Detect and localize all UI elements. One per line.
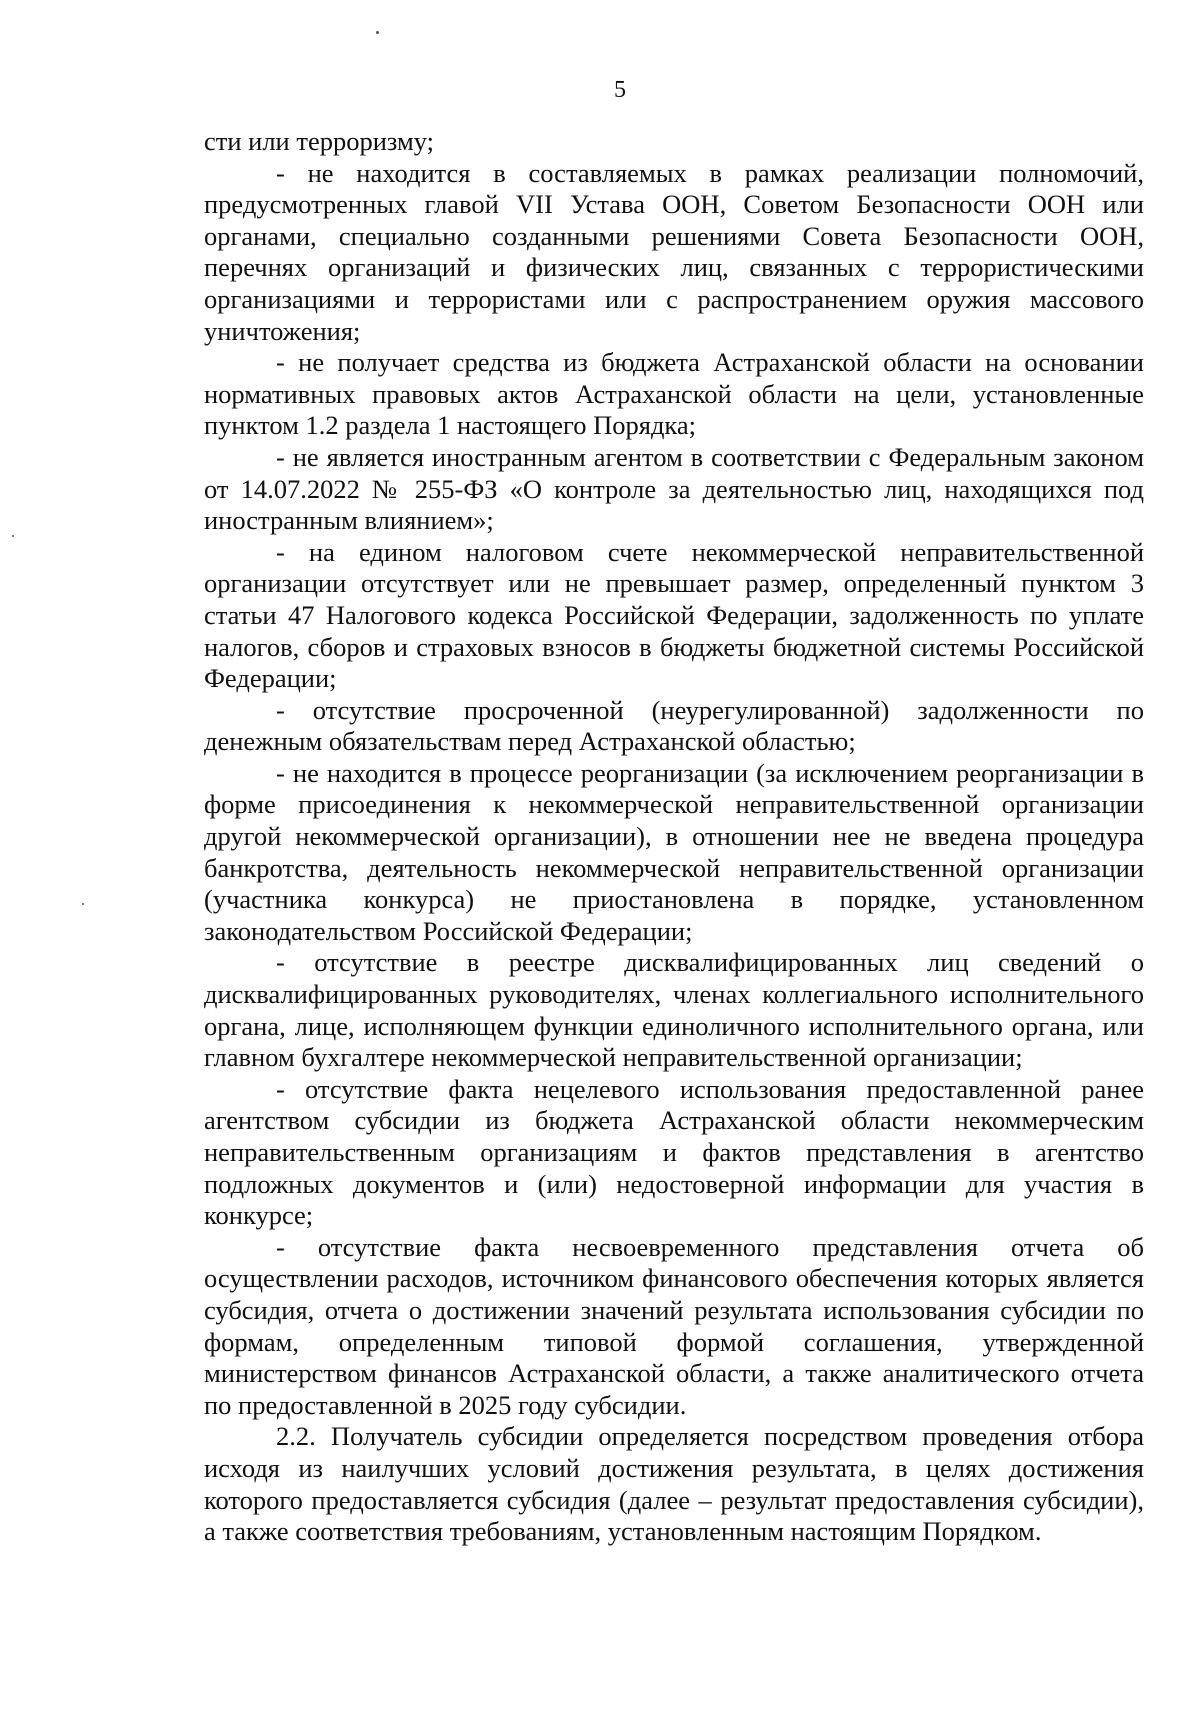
scan-speck [376, 31, 379, 34]
requirement-item-no-other-funds: - не получает средства из бюджета Астраханской области на основании нормативных правовых актов Астраханской области на цели, установленные пунктом 1.2 раздела 1 настоящего Порядка; [204, 347, 1144, 441]
scan-speck [82, 903, 84, 905]
section-2-2-paragraph: 2.2. Получатель субсидии определяется посредством проведения отбора исходя из наилучших условий достижения результата, в целях достижения которого предоставляется субсидия (далее – результат предоставления субсидии), а также соответствия требованиям, установленным настоящим Порядком. [204, 1421, 1144, 1547]
requirement-item-disqualified-persons: - отсутствие в реестре дисквалифицированных лиц сведений о дисквалифицированных руководителях, членах коллегиального исполнительного органа, лице, исполняющем функции единоличного исполнительного органа, или главном бухгалтере некоммерческой неправительственной организации; [204, 947, 1144, 1073]
requirement-item-reorganization: - не находится в процессе реорганизации (за исключением реорганизации в форме присоединения к некоммерческой неправительственной организации другой некоммерческой организации), в отношении нее не введена процедура банкротства, деятельность некоммерческой неправительственной организации (участника конкурса) не приостановлена в порядке, установленном законодательством Российской Федерации; [204, 757, 1144, 946]
scan-speck [12, 535, 14, 537]
paragraph-continuation: сти или терроризму; [204, 126, 435, 156]
document-body [204, 126, 1144, 1548]
requirement-item-overdue-debt: - отсутствие просроченной (неурегулированной) задолженности по денежным обязательствам перед Астраханской областью; [204, 694, 1144, 757]
requirement-item-misuse: - отсутствие факта нецелевого использования предоставленной ранее агентством субсидии из бюджета Астраханской области некоммерческим неправительственным организациям и фактов представления в агентство подложных документов и (или) недостоверной информации для участия в конкурсе; [204, 1073, 1144, 1231]
requirement-item-tax-debt: - на едином налоговом счете некоммерческой неправительственной организации отсутствует или не превышает размер, определенный пунктом 3 статьи 47 Налогового кодекса Российской Федерации, задолженность по уплате налогов, сборов и страховых взносов в бюджеты бюджетной системы Российской Федерации; [204, 536, 1144, 694]
requirement-item-late-reports: - отсутствие факта несвоевременного представления отчета об осуществлении расходов, источником финансового обеспечения которых является субсидия, отчета о достижении значений результата использования субсидии по формам, определенным типовой формой соглашения, утвержденной министерством финансов Астраханской области, а также аналитического отчета по предоставленной в 2025 году субсидии. [204, 1231, 1144, 1420]
requirement-item-un-lists: - не находится в составляемых в рамках реализации полномочий, предусмотренных главой VII Устава ООН, Советом Безопасности ООН или органами, специально созданными решениями Совета Безопасности ООН, перечнях организаций и физических лиц, связанных с террористическими организациями и террористами или с распространением оружия массового уничтожения; [204, 157, 1144, 346]
requirement-item-foreign-agent: - не является иностранным агентом в соответствии с Федеральным законом от 14.07.2022 № 255-ФЗ «О контроле за деятельностью лиц, находящихся под иностранным влиянием»; [204, 441, 1144, 536]
page-number: 5 [614, 77, 626, 103]
